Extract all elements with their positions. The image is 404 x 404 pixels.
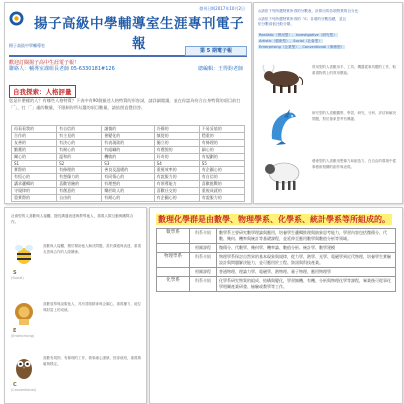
trait-cell: 喜歡社交的 <box>154 188 199 195</box>
trait-table <box>11 125 245 202</box>
trait-cell: 重實際的 <box>12 195 57 202</box>
owl-illustration-icon <box>13 354 35 380</box>
department-row <box>157 229 396 244</box>
enterprising-desc: 喜歡領導與說服他人，具有冒險精神與企圖心，重視權力、地位與財富上的成就。 <box>43 302 141 312</box>
trait-cell: 會變化的 <box>102 133 154 140</box>
row-label: 相關課程 <box>190 244 217 253</box>
type-list-line <box>258 33 398 37</box>
trait-cell: 善良及溫暖的 <box>102 167 154 174</box>
artistic-desc: 藝術型的人喜歡用想像力和創造力，在自由的環境中從事藝術相關的創作與表現。 <box>312 159 396 169</box>
row-label: 相關課程 <box>190 268 217 277</box>
trait-cell: S5 <box>199 161 244 167</box>
trait-checklist <box>11 125 245 199</box>
department-name <box>157 268 190 277</box>
type-sub-c: (Conventional) <box>11 388 36 392</box>
trait-cell: 勤奮的 <box>12 147 57 154</box>
row-label: 科系介紹 <box>190 229 217 244</box>
type-letter-c: C <box>13 382 17 388</box>
trait-cell: 細心的 <box>199 147 244 154</box>
type-sub-e: (Enterprising) <box>11 334 35 338</box>
trait-cell: 有決心的 <box>57 140 102 147</box>
trait-row <box>12 154 245 161</box>
row-text: 普通物理、理論力學、電磁學、熱物理、量子物理、應用物理學 <box>217 268 396 277</box>
bull-illustration-icon <box>258 61 308 95</box>
department-name: 化學系 <box>157 277 190 292</box>
trait-cell: 有企圖心的 <box>154 195 199 202</box>
trait-cell: 有恆心的 <box>12 174 57 181</box>
section-title: 自我探索：人格評量 <box>9 85 76 98</box>
trait-cell: 有耐心的 <box>57 147 102 154</box>
instruction-line: ◎請依下列所選特質所得的分數表，計算出的各項特質的百分比： <box>258 9 362 13</box>
trait-cell: 有想像力的 <box>57 174 102 181</box>
trait-row <box>12 188 245 195</box>
trait-cell: 好奇的 <box>154 154 199 161</box>
trait-cell: 謹慎的 <box>102 126 154 133</box>
type-letter-e: E <box>13 328 17 334</box>
trait-cell: S1 <box>12 161 57 167</box>
trait-cell: 合作的 <box>12 133 57 140</box>
type-chip: Realistic（實用型）、Investigative（研究型） <box>259 33 337 37</box>
trait-cell: 有條理的 <box>199 140 244 147</box>
trait-cell: 重視成就的 <box>199 188 244 195</box>
social-intro: 社會型的人喜歡與人接觸，擅長溝通表達與教導他人，重視人際互動與團隊合作。 <box>11 214 134 224</box>
trait-cell: 獨立的 <box>154 140 199 147</box>
lion-illustration-icon <box>13 300 35 326</box>
department-row <box>157 277 396 292</box>
trait-row <box>12 140 245 147</box>
trait-cell: 守規律的 <box>12 188 57 195</box>
instruction-line: ◎請依下列所選特質所得的「S」各項的分數加總，並且 <box>258 17 347 21</box>
department-name: 物理學系 <box>157 253 190 268</box>
type-list-line <box>258 45 398 49</box>
trait-cell: 實際的 <box>12 167 57 174</box>
type-chip: Artistic（藝術型）、Social（社會型） <box>259 39 322 43</box>
investigative-desc: 研究型的人喜歡觀察、學習、研究、分析、評估和解決問題，對於抽象思考有興趣。 <box>312 111 396 121</box>
contact-line: 聯絡人：輔導室課組長老師 05-6330181#126 <box>9 66 115 72</box>
department-name <box>157 244 190 253</box>
intro-paragraph: 您是什麼樣的人？有哪些人格特質？下表中有90個描述人格特質的形容詞，請詳細閱讀，並在你認為符合自身特質的項目前打「ˇ」，打「ˇ」處的數量，不限制你所勾選的項目數量，請依照直覺回答。 <box>9 98 241 110</box>
trait-row <box>12 195 245 202</box>
issue-date: 發刊日期2017年10月2日 <box>199 6 245 11</box>
row-text: 化學系研究物質的組成、結構與變化，學習無機、有機、分析與物理化學等課程，畢業後可從事化學相關產業研發、檢驗或教學等工作。 <box>217 277 396 292</box>
trait-cell: 有創意的 <box>57 188 102 195</box>
trait-cell: 穩重的 <box>199 133 244 140</box>
trait-cell: 有說服力的 <box>154 174 199 181</box>
trait-cell: 喜歡挑戰的 <box>199 181 244 188</box>
department-name: 數學系 <box>157 229 190 244</box>
trait-cell: 自由的 <box>57 195 102 202</box>
type-letter-s: S <box>13 270 17 276</box>
department-row <box>157 244 396 253</box>
trait-cell: 再看看我的 <box>12 126 57 133</box>
trait-cell: 慎從的 <box>154 133 199 140</box>
trait-cell: 樂於助人的 <box>102 188 154 195</box>
sheep-illustration-icon <box>260 155 306 193</box>
newsletter-title: 揚子高級中學輔導室生涯專刊電子報 <box>34 16 244 52</box>
trait-cell: 有說服力的 <box>199 195 244 202</box>
newsletter-page-4 <box>149 207 403 404</box>
realistic-desc: 實用型的人喜歡用手、工具、機器從事具體的工作，較重視物質上的實用價值。 <box>312 65 396 75</box>
social-desc: 喜歡與人接觸，樂於幫助他人解決問題，善於溝通與表達，重視友善與合作的人際關係。 <box>43 244 141 254</box>
trait-cell: 有組織的 <box>102 147 154 154</box>
newsletter-page-2 <box>253 2 403 204</box>
bee-illustration-icon <box>13 242 35 268</box>
instruction-line: 依分數高低比較分類。 <box>258 22 294 26</box>
trait-row <box>12 126 245 133</box>
row-text: 物理學系探討自然界的基本現象與規律，從力學、熱學、光學、電磁學到近代物理，培養學生實驗設計與問題解決能力，並可應用於工程、資訊與科技產業。 <box>217 253 396 268</box>
trait-row <box>12 167 245 174</box>
newsletter-page-1 <box>4 2 252 204</box>
trait-cell: 不易妥協的 <box>199 126 244 133</box>
department-row <box>157 253 396 268</box>
trait-cell: 有同情心的 <box>102 174 154 181</box>
trait-row <box>12 181 245 188</box>
trait-cell: S2 <box>57 161 102 167</box>
trait-row <box>12 133 245 140</box>
trait-cell: 有領導能力 <box>154 181 199 188</box>
type-sub-s: (Social) <box>11 276 24 280</box>
school-sign: 揚子高級中學輔導室 <box>9 43 45 48</box>
department-table <box>156 228 396 292</box>
conventional-desc: 喜歡有規則、有條理的工作，做事細心謹慎、按部就班，重視精確與穩定。 <box>43 356 141 366</box>
dolphin-illustration-icon <box>266 107 300 147</box>
trait-cell: 關心的 <box>12 154 57 161</box>
trait-cell: 有禮貌的 <box>154 147 199 154</box>
type-list-line <box>258 39 398 43</box>
trait-cell: 有自信的 <box>199 174 244 181</box>
row-label: 科系介紹 <box>190 277 217 292</box>
trait-cell: 有理想的 <box>102 181 154 188</box>
trait-row <box>12 174 245 181</box>
trait-cell: 喜歡冒險的 <box>57 181 102 188</box>
type-chip: Enterprising（企業型）、Conventional（事務型） <box>259 45 345 49</box>
trait-cell: 冷靜的 <box>154 126 199 133</box>
issue-number-badge: 第 5 期電子報 <box>185 46 247 56</box>
trait-row <box>12 147 245 154</box>
trait-cell: S3 <box>102 161 154 167</box>
trait-cell: S4 <box>154 161 199 167</box>
trait-cell: 機敏的 <box>102 154 154 161</box>
group-title: 數理化學群是由數學、物理學系、化學系、統計學系等所組成的。 <box>158 215 390 224</box>
trait-cell: 有自信的 <box>57 126 102 133</box>
trait-cell: 有主見的 <box>57 133 102 140</box>
trait-cell: 溫和的 <box>57 154 102 161</box>
trait-cell: 講求邏輯的 <box>12 181 57 188</box>
trait-cell: 友善的 <box>12 140 57 147</box>
row-label: 科系介紹 <box>190 253 217 268</box>
trait-cell: 有表現欲的 <box>102 140 154 147</box>
welcome-line: 歡迎訂閱揚子高中生涯電子報！ <box>9 60 80 66</box>
row-text: 微積分、代數學、幾何學、機率論、數值分析、統計學、數學建模 <box>217 244 396 253</box>
trait-cell: 有條理的 <box>57 167 102 174</box>
trait-cell: 有企圖心的 <box>199 167 244 174</box>
department-row <box>157 268 396 277</box>
row-text: 數學系主要研究數學理論與應用，培養學生邏輯推理與抽象思考能力，學習內容包括微積分、代數、幾何、機率與統計等基礎課程，並延伸至應用數學與數值分析等領域。 <box>217 229 396 244</box>
trait-cell: 重視效率的 <box>154 167 199 174</box>
editor-line: 總編輯：王得鈞老師 <box>197 66 243 72</box>
trait-cell: 有規劃的 <box>199 154 244 161</box>
trait-cell: 有耐心的 <box>102 195 154 202</box>
school-logo-icon <box>9 11 24 26</box>
newsletter-page-3 <box>4 207 147 404</box>
